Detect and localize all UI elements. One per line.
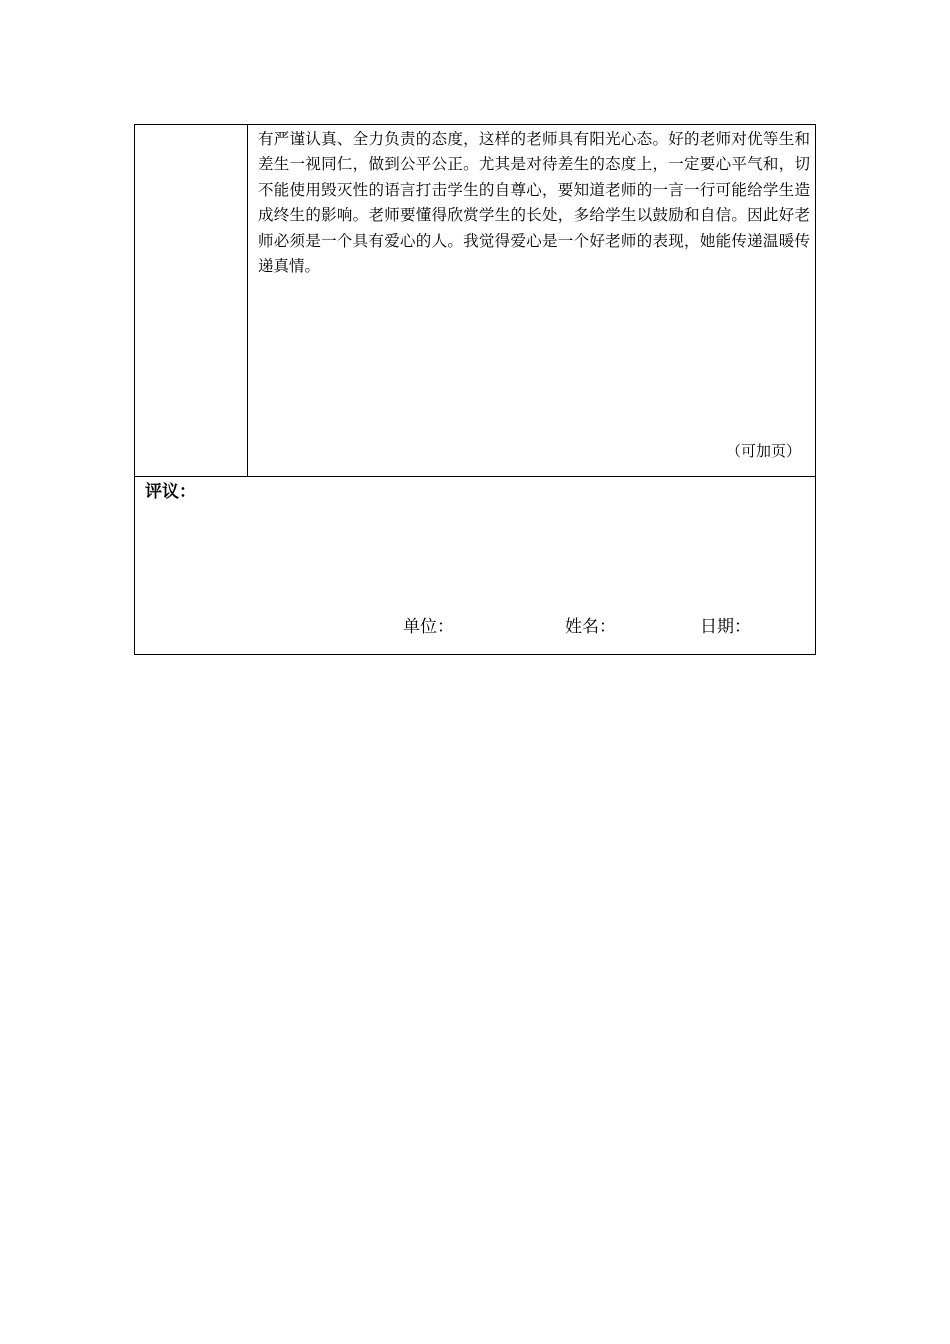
unit-label: 单位： — [403, 617, 454, 637]
add-page-note: （可加页） — [725, 442, 801, 460]
name-label: 姓名： — [565, 617, 616, 637]
date-label: 日期： — [700, 617, 751, 637]
left-label-cell — [135, 125, 248, 476]
essay-row — [135, 125, 815, 477]
review-row — [135, 477, 815, 654]
essay-text: 有严谨认真、全力负责的态度，这样的老师具有阳光心态。好的老师对优等生和差生一视同仁，做到公平公正。尤其是对待差生的态度上，一定要心平气和，切不能使用毁灭性的语言打击学生的自尊心，要知道老师的一言一行可能给学生造成终生的影响。老师要懂得欣赏学生的长处，多给学生以鼓励和自信。因此好老师必须是一个具有爱心的人。我觉得爱心是一个好老师的表现，她能传递温暖传递真情。 — [258, 130, 810, 276]
review-label: 评议： — [145, 482, 196, 502]
form-table — [134, 124, 816, 655]
essay-cell — [248, 125, 815, 476]
